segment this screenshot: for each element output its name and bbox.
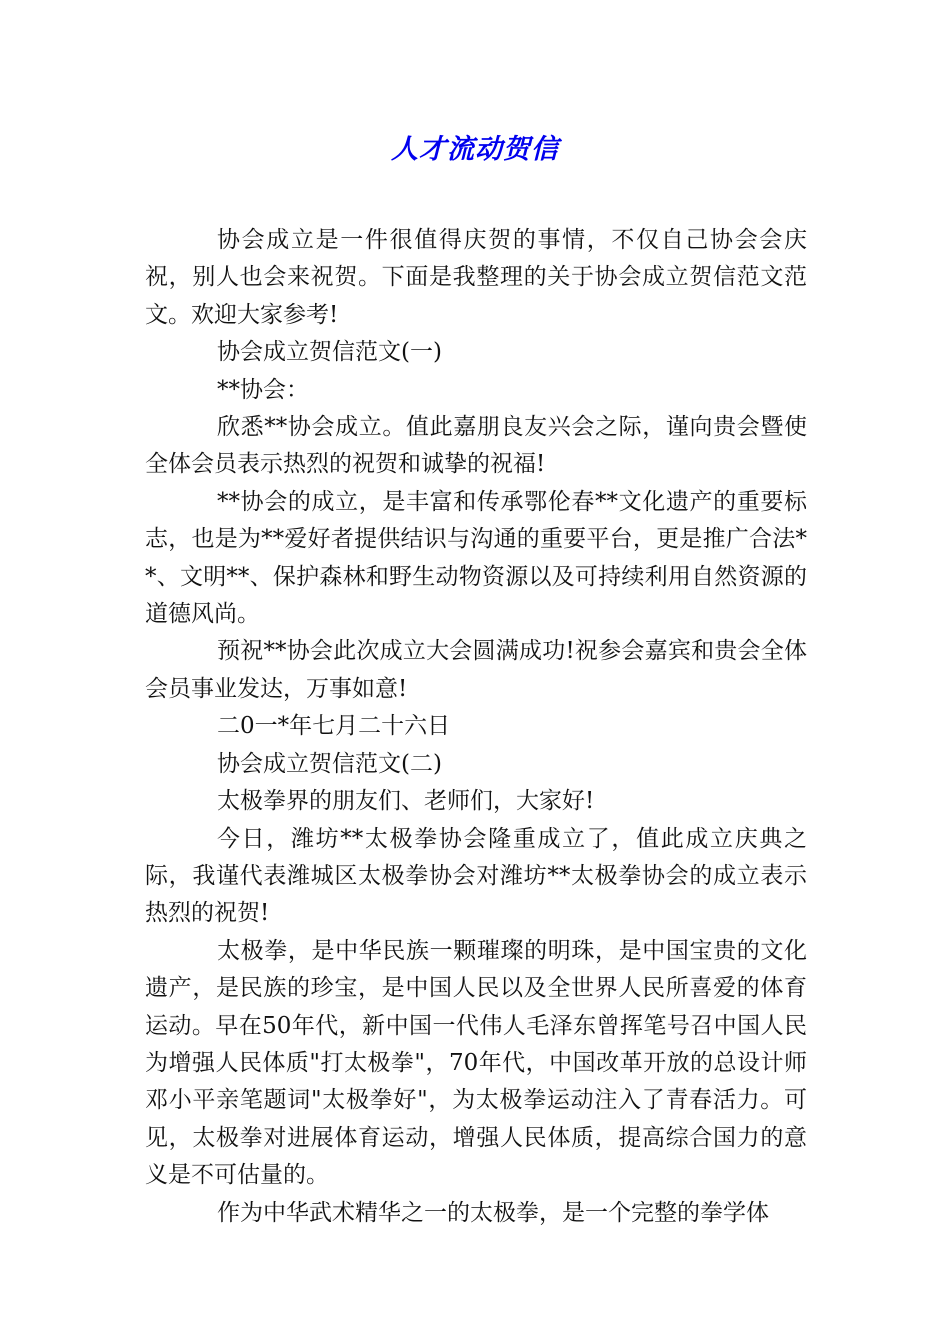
paragraph-heading-2: 协会成立贺信范文(二) bbox=[217, 750, 442, 777]
paragraph: 今日，潍坊**太极拳协会隆重成立了，值此成立庆典之际，我谨代表潍城区太极拳协会对潍坊**太极拳协会的成立表示热烈的祝贺! bbox=[145, 825, 807, 927]
paragraph: 作为中华武术精华之一的太极拳，是一个完整的拳学体 bbox=[217, 1199, 769, 1226]
paragraph-greeting: 太极拳界的朋友们、老师们，大家好! bbox=[217, 788, 595, 815]
paragraph: 预祝**协会此次成立大会圆满成功!祝参会嘉宾和贵会全体会员事业发达，万事如意! bbox=[145, 638, 807, 702]
paragraph-intro: 协会成立是一件很值得庆贺的事情，不仅自己协会会庆祝，别人也会来祝贺。下面是我整理的关于协会成立贺信范文范文。欢迎大家参考! bbox=[145, 227, 807, 328]
paragraph: 欣悉**协会成立。值此嘉朋良友兴会之际，谨向贵会暨使全体会员表示热烈的祝贺和诚挚的祝福! bbox=[145, 414, 807, 478]
document-body bbox=[145, 222, 807, 1232]
document-title: 人才流动贺信 bbox=[391, 134, 559, 165]
paragraph: 太极拳，是中华民族一颗璀璨的明珠，是中国宝贵的文化遗产，是民族的珍宝，是中国人民以及全世界人民所喜爱的体育运动。早在50年代，新中国一代伟人毛泽东曾挥笔号召中国人民为增强人民体质"打太极拳"，70年代，中国改革开放的总设计师邓小平亲笔题词"太极拳好"，为太极拳运动注入了青春活力。可见，太极拳对进展体育运动，增强人民体质，提高综合国力的意义是不可估量的。 bbox=[145, 937, 807, 1189]
paragraph-date: 二0一*年七月二十六日 bbox=[217, 713, 451, 740]
paragraph-heading-1: 协会成立贺信范文(一) bbox=[217, 339, 442, 366]
paragraph: **协会的成立，是丰富和传承鄂伦春**文化遗产的重要标志，也是为**爱好者提供结识与沟通的重要平台，更是推广合法**、文明**、保护森林和野生动物资源以及可持续利用自然资源的道德风尚。 bbox=[145, 488, 807, 628]
paragraph-salutation: **协会： bbox=[217, 376, 309, 403]
